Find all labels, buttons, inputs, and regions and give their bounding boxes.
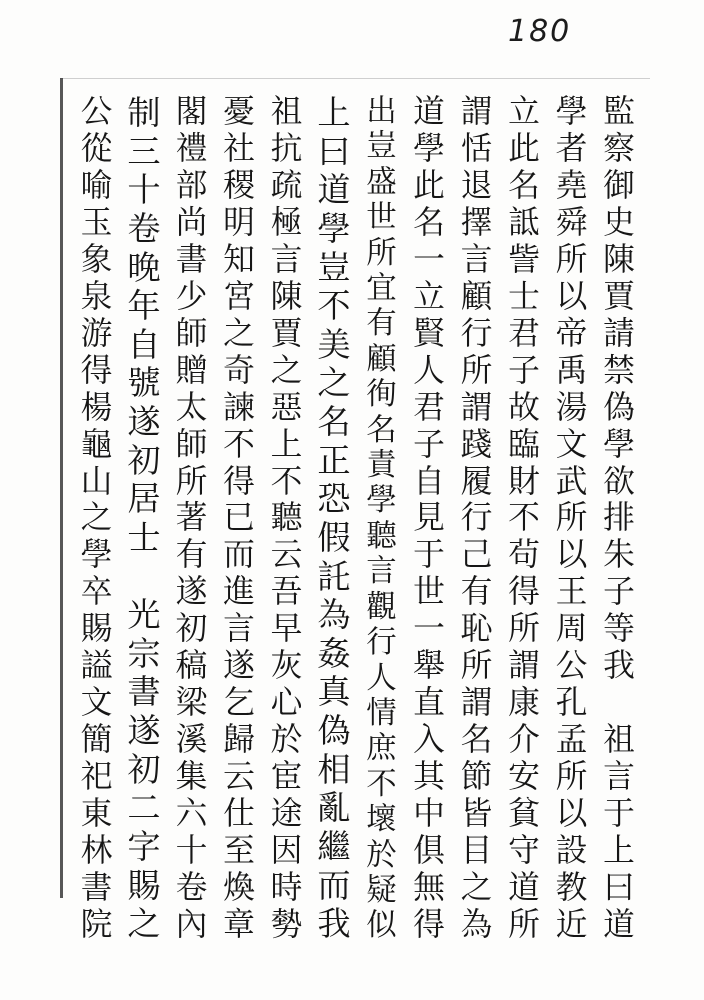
text-column: 謂 恬 退 擇 言 顧 行 所 謂 踐 履 行 己 有 恥 所 謂 名 節 皆 目 之 為 xyxy=(460,94,493,943)
text-column: 出 豈 盛 世 所 宜 有 顧 徇 名 責 學 聽 言 觀 行 人 情 庶 不 壞 於 疑 似 xyxy=(366,94,397,944)
text-column: 立 此 名 詆 訾 士 君 子 故 臨 財 不 茍 得 所 謂 康 介 安 貧 守 道 所 xyxy=(508,94,540,943)
vertical-text-body xyxy=(62,94,648,944)
text-column: 閣 禮 部 尚 書 少 師 贈 太 師 所 著 有 遂 初 稿 梁 溪 集 六 十 卷 內 xyxy=(175,94,208,943)
text-column: 監 察 御 史 陳 賈 請 禁 偽 學 欲 排 朱 子 等 我 祖 言 于 上 曰 道 xyxy=(603,94,635,943)
text-column: 學 者 堯 舜 所 以 帝 禹 湯 文 武 所 以 王 周 公 孔 孟 所 以 設 教 近 xyxy=(555,94,588,943)
page-number: 180 xyxy=(508,14,572,49)
text-column: 制 三 十 卷 晚 年 自 號 遂 初 居 士 光 宗 書 遂 初 二 字 賜 之 xyxy=(127,93,161,944)
text-column: 道 學 此 名 一 立 賢 人 君 子 自 見 于 世 一 舉 直 入 其 中 俱 無 得 xyxy=(413,94,445,943)
text-column: 憂 社 稷 明 知 宮 之 奇 諫 不 得 已 而 進 言 遂 乞 歸 云 仕 至 煥 章 xyxy=(223,94,255,943)
text-column: 上 曰 道 學 豈 不 美 之 名 正 恐 假 託 為 姦 真 偽 相 亂 繼 而 我 xyxy=(317,93,351,944)
text-column: 公 從 喻 玉 象 泉 游 得 楊 龜 山 之 學 卒 賜 謚 文 簡 祀 東 林 書 院 xyxy=(80,94,113,943)
text-column: 祖 抗 疏 極 言 陳 賈 之 惡 上 不 聽 云 吾 早 灰 心 於 宦 途 因 時 勢 xyxy=(270,94,303,943)
top-border-line xyxy=(60,78,650,79)
